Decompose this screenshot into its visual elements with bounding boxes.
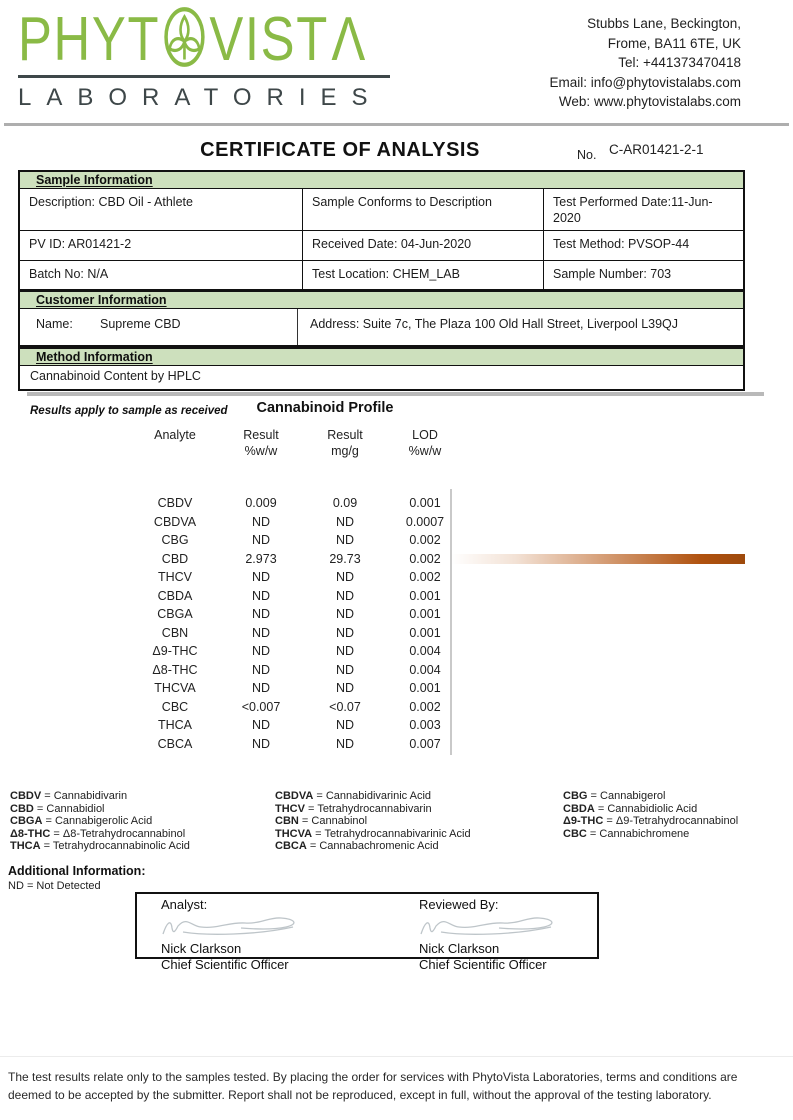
signature-box xyxy=(135,892,599,972)
analyte-table xyxy=(132,494,464,753)
address-line: Tel: +441373470418 xyxy=(618,55,741,70)
table-row: THCVA ND ND 0.001 xyxy=(154,681,441,696)
table-cell: Batch No: N/A xyxy=(20,261,303,289)
analyst-role: Chief Scientific Officer xyxy=(161,957,289,972)
logo-last-letter: Λ xyxy=(331,4,367,74)
results-note: Results apply to sample as received xyxy=(30,405,228,417)
sample-information-header: Sample Information xyxy=(20,172,743,189)
reviewer-role: Chief Scientific Officer xyxy=(419,957,547,972)
abbreviation-legend-col3 xyxy=(563,790,738,840)
method-information-header: Method Information xyxy=(20,349,743,366)
analyst-label: Analyst: xyxy=(161,897,208,912)
legend-item: CBG = Cannabigerol xyxy=(563,790,666,802)
signature-scribble xyxy=(157,910,361,945)
table-cell: Test Method: PVSOP-44 xyxy=(544,231,743,261)
certificate-number: C-AR01421-2-1 xyxy=(609,142,704,157)
abbreviation-legend-col2 xyxy=(275,790,471,853)
column-header: Result %w/w xyxy=(243,428,279,458)
bar-chart-axis xyxy=(450,489,452,755)
leaf-icon xyxy=(163,6,207,73)
abbreviation-legend-col1 xyxy=(10,790,190,853)
address-line: Email: info@phytovistalabs.com xyxy=(549,74,741,90)
customer-address-cell: Address: Suite 7c, The Plaza 100 Old Hall Street, Liverpool L39QJ xyxy=(297,309,743,345)
analyst-signature-block xyxy=(161,894,361,972)
column-header: LOD %w/w xyxy=(408,428,442,458)
method-content: Cannabinoid Content by HPLC xyxy=(30,369,201,383)
table-row-cbd: CBD 2.973 29.73 0.002 xyxy=(161,551,441,566)
column-header: Analyte xyxy=(154,428,196,442)
table-cell: Sample Conforms to Description xyxy=(303,189,544,231)
footer-line: deemed to be accepted by the submitter. Report shall not be reproduced, except in full, without the approval of the testing laboratory. xyxy=(8,1087,712,1102)
table-row: CBDA ND ND 0.001 xyxy=(157,588,441,603)
table-cell: Description: CBD Oil - Athlete xyxy=(20,189,303,231)
footer-disclaimer xyxy=(8,1069,738,1104)
method-information-section xyxy=(18,347,745,391)
legend-item: CBCA = Cannabachromenic Acid xyxy=(275,840,439,853)
table-row: CBGA ND ND 0.001 xyxy=(157,607,441,622)
logo-subtitle: LABORATORIES xyxy=(18,84,383,111)
table-row: CBG ND ND 0.002 xyxy=(161,533,441,548)
table-row: THCV ND ND 0.002 xyxy=(157,570,441,585)
logo-word-left: PHYT xyxy=(18,4,161,74)
logo-word-right: VIST xyxy=(209,4,329,74)
section-divider xyxy=(27,392,764,396)
customer-information-header: Customer Information xyxy=(20,292,743,309)
profile-column-headers xyxy=(132,427,464,459)
footer-divider xyxy=(0,1056,793,1057)
certificate-no-label: No. xyxy=(577,148,597,162)
footer-line: The test results relate only to the samples tested. By placing the order for services with PhytoVista Laboratories, terms and conditions are xyxy=(8,1070,738,1084)
table-row: CBC <0.007 <0.07 0.002 xyxy=(161,699,441,714)
legend-item: CBN = Cannabinol xyxy=(275,815,368,828)
legend-item: CBD = Cannabidiol xyxy=(10,802,105,815)
customer-information-section xyxy=(18,290,745,347)
customer-name-label: Name: xyxy=(36,317,73,331)
lab-address-block xyxy=(549,14,741,112)
header-divider xyxy=(4,123,789,126)
legend-item: CBC = Cannabichromene xyxy=(563,827,690,840)
address-line: Stubbs Lane, Beckington, xyxy=(587,16,741,31)
legend-item: Δ8-THC = Δ8-Tetrahydrocannabinol xyxy=(10,827,186,840)
customer-row xyxy=(20,309,743,345)
table-row: CBDVA ND ND 0.0007 xyxy=(153,514,445,529)
table-row: CBDV 0.009 0.09 0.001 xyxy=(157,496,441,511)
legend-item: THCVA = Tetrahydrocannabivarinic Acid xyxy=(275,827,471,840)
legend-item: Δ9-THC = Δ9-Tetrahydrocannabinol xyxy=(563,815,739,828)
customer-name-cell xyxy=(20,309,297,345)
phytovista-logo xyxy=(18,6,444,112)
legend-item: THCV = Tetrahydrocannabivarin xyxy=(275,802,432,815)
table-row: CBN ND ND 0.001 xyxy=(161,625,441,640)
sample-information-table xyxy=(20,189,743,289)
additional-information-title: Additional Information: xyxy=(8,864,146,878)
legend-item: CBGA = Cannabigerolic Acid xyxy=(10,815,153,828)
table-cell: PV ID: AR01421-2 xyxy=(20,231,303,261)
signature-scribble xyxy=(415,910,619,945)
table-row: CBCA ND ND 0.007 xyxy=(157,736,441,751)
table-row: THCA ND ND 0.003 xyxy=(157,718,441,733)
cbd-concentration-bar xyxy=(451,554,745,564)
table-row: Δ9-THC ND ND 0.004 xyxy=(152,644,441,659)
table-row: Δ8-THC ND ND 0.004 xyxy=(152,662,441,677)
reviewed-by-label: Reviewed By: xyxy=(419,897,499,912)
table-cell: Test Location: CHEM_LAB xyxy=(303,261,544,289)
table-cell: Test Performed Date:11-Jun-2020 xyxy=(544,189,743,231)
reviewer-signature-block xyxy=(419,894,619,972)
legend-item: CBDA = Cannabidiolic Acid xyxy=(563,802,698,815)
nd-definition: ND = Not Detected xyxy=(8,880,101,892)
address-line: Web: www.phytovistalabs.com xyxy=(558,94,741,109)
legend-item: THCA = Tetrahydrocannabinolic Acid xyxy=(10,840,190,853)
table-cell: Sample Number: 703 xyxy=(553,267,672,281)
table-cell: Received Date: 04-Jun-2020 xyxy=(303,231,544,261)
column-header: Result mg/g xyxy=(327,428,363,458)
profile-title: Cannabinoid Profile xyxy=(256,400,394,416)
reviewer-name: Nick Clarkson xyxy=(419,941,500,956)
sample-information-section xyxy=(18,170,745,291)
address-line: Frome, BA11 6TE, UK xyxy=(607,35,741,51)
legend-item: CBDV = Cannabidivarin xyxy=(10,790,128,802)
analyst-name: Nick Clarkson xyxy=(161,941,242,956)
customer-name-value: Supreme CBD xyxy=(100,317,181,331)
page-title: CERTIFICATE OF ANALYSIS xyxy=(200,139,480,161)
logo-divider xyxy=(18,75,390,78)
legend-item: CBDVA = Cannabidivarinic Acid xyxy=(275,790,432,802)
